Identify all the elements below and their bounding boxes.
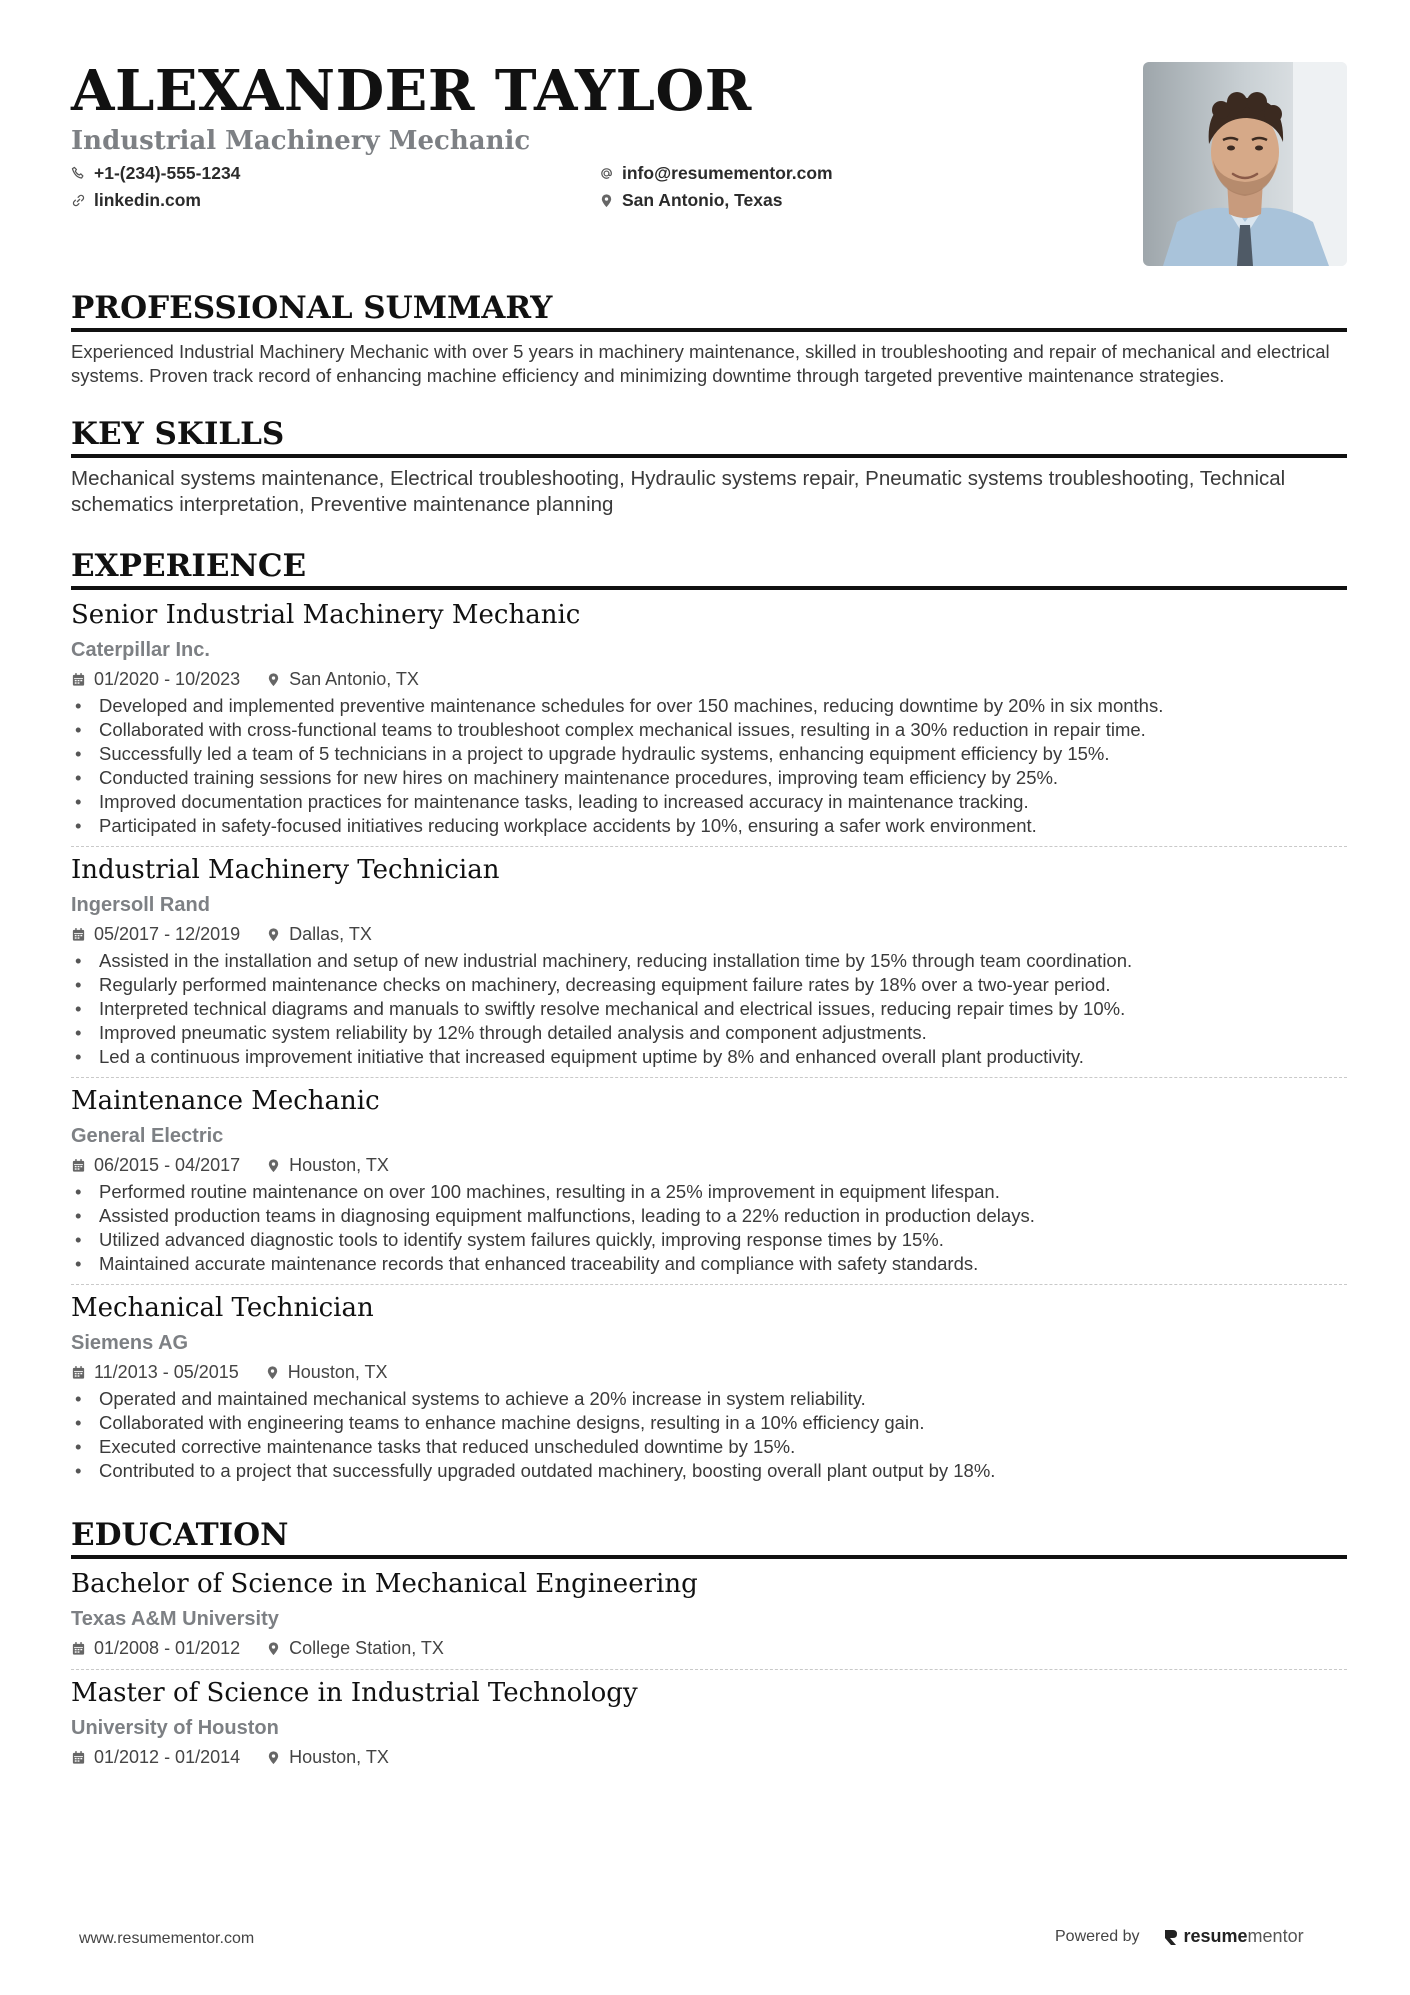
education-entry [71, 1670, 1347, 1778]
calendar-icon [71, 1641, 86, 1656]
contact-location [599, 189, 1019, 212]
logo-text-bold: resume [1183, 1926, 1248, 1946]
achievement-item: • Collaborated with engineering teams to enhance machine designs, resulting in a 10% efficiency gain. [71, 1411, 1347, 1435]
achievement-item: • Collaborated with cross-functional teams to troubleshoot complex mechanical issues, resulting in a 30% reduction in repair time. [71, 718, 1347, 742]
summary-heading: PROFESSIONAL SUMMARY [71, 288, 1347, 332]
job-title: Industrial Machinery Technician [71, 855, 500, 885]
entry-location [265, 1359, 388, 1385]
location-text: Houston, TX [289, 1747, 389, 1767]
experience-entry [71, 1285, 1347, 1491]
company-name: Caterpillar Inc. [71, 639, 210, 661]
link-icon [71, 193, 86, 208]
map-pin-icon [599, 193, 614, 208]
logo-icon [1164, 1928, 1178, 1946]
footer-branding [1055, 1926, 1304, 1947]
summary-section [71, 288, 1347, 388]
phone-text: +1-(234)-555-1234 [94, 163, 241, 183]
skills-section [71, 414, 1347, 518]
achievement-item: • Executed corrective maintenance tasks that reduced unscheduled downtime by 15%. [71, 1435, 1347, 1459]
entry-dates [71, 1635, 240, 1661]
entry-location [266, 666, 419, 692]
map-pin-icon [266, 1158, 281, 1173]
experience-heading: EXPERIENCE [71, 546, 1347, 590]
profile-photo [1143, 62, 1347, 266]
entry-meta [71, 1744, 1347, 1770]
map-pin-icon [266, 927, 281, 942]
entry-dates [71, 666, 240, 692]
achievement-item: • Regularly performed maintenance checks on machinery, decreasing equipment failure rates by 18% over a two-year period. [71, 973, 1347, 997]
education-list [71, 1561, 1347, 1778]
achievement-item: • Improved pneumatic system reliability by 12% through detailed analysis and component adjustments. [71, 1021, 1347, 1045]
experience-section [71, 546, 1347, 1491]
footer-website[interactable]: www.resumementor.com [79, 1930, 255, 1947]
achievement-item: • Conducted training sessions for new hires on machinery maintenance procedures, improving team efficiency by 25%. [71, 766, 1347, 790]
achievement-item: • Assisted in the installation and setup of new industrial machinery, reducing installation time by 15% through team coordination. [71, 949, 1347, 973]
calendar-icon [71, 1750, 86, 1765]
dates-text: 05/2017 - 12/2019 [94, 924, 241, 944]
email-text: info@resumementor.com [622, 163, 833, 183]
dates-text: 11/2013 - 05/2015 [94, 1362, 239, 1382]
entry-dates [71, 921, 240, 947]
achievement-list [71, 1180, 1347, 1276]
achievement-item: • Improved documentation practices for maintenance tasks, leading to increased accuracy in maintenance tracking. [71, 790, 1347, 814]
phone-icon [71, 166, 86, 181]
entry-location [266, 1152, 389, 1178]
dates-text: 01/2008 - 01/2012 [94, 1638, 241, 1658]
achievement-item: • Led a continuous improvement initiative that increased equipment uptime by 8% and enhanced overall plant productivity. [71, 1045, 1347, 1069]
experience-entry [71, 592, 1347, 847]
candidate-title: Industrial Machinery Mechanic [71, 126, 531, 156]
map-pin-icon [265, 1365, 280, 1380]
achievement-item: • Developed and implemented preventive maintenance schedules for over 150 machines, reducing downtime by 20% in six months. [71, 694, 1347, 718]
experience-entry [71, 1078, 1347, 1285]
calendar-icon [71, 1365, 86, 1380]
achievement-item: • Operated and maintained mechanical systems to achieve a 20% increase in system reliability. [71, 1387, 1347, 1411]
degree-title: Bachelor of Science in Mechanical Engineering [71, 1569, 698, 1599]
at-icon [599, 166, 614, 181]
company-name: General Electric [71, 1125, 224, 1147]
company-name: Siemens AG [71, 1332, 189, 1354]
dates-text: 06/2015 - 04/2017 [94, 1155, 241, 1175]
entry-location [266, 1635, 444, 1661]
education-section [71, 1515, 1347, 1778]
skills-text: Mechanical systems maintenance, Electrical troubleshooting, Hydraulic systems repair, Pneumatic systems troubleshooting, Technical schematics interpretation, Preventive maintenance planning [71, 467, 1286, 516]
job-title: Mechanical Technician [71, 1293, 374, 1323]
achievement-list [71, 1387, 1347, 1483]
company-name: Ingersoll Rand [71, 894, 210, 916]
experience-entry [71, 847, 1347, 1078]
education-heading: EDUCATION [71, 1515, 1347, 1559]
map-pin-icon [266, 1750, 281, 1765]
school-name: Texas A&M University [71, 1608, 279, 1630]
location-text: College Station, TX [289, 1638, 444, 1658]
achievement-item: • Assisted production teams in diagnosing equipment malfunctions, leading to a 22% reduction in production delays. [71, 1204, 1347, 1228]
location-text: Dallas, TX [289, 924, 372, 944]
entry-meta [71, 1152, 1347, 1178]
degree-title: Master of Science in Industrial Technology [71, 1678, 638, 1708]
achievement-item: • Contributed to a project that successfully upgraded outdated machinery, boosting overall plant output by 18%. [71, 1459, 1347, 1483]
linkedin-text: linkedin.com [94, 190, 201, 210]
job-title: Senior Industrial Machinery Mechanic [71, 600, 581, 630]
dates-text: 01/2020 - 10/2023 [94, 669, 241, 689]
calendar-icon [71, 1158, 86, 1173]
candidate-name: ALEXANDER TAYLOR [71, 58, 752, 124]
education-entry [71, 1561, 1347, 1670]
map-pin-icon [266, 672, 281, 687]
achievement-item: • Maintained accurate maintenance records that enhanced traceability and compliance with safety standards. [71, 1252, 1347, 1276]
job-title: Maintenance Mechanic [71, 1086, 380, 1116]
logo-text-light: mentor [1247, 1926, 1304, 1946]
skills-heading: KEY SKILLS [71, 414, 1347, 458]
entry-meta [71, 666, 1347, 692]
achievement-item: • Interpreted technical diagrams and manuals to swiftly resolve mechanical and electrical issues, reducing repair times by 10%. [71, 997, 1347, 1021]
contact-linkedin[interactable] [71, 189, 599, 212]
achievement-list [71, 949, 1347, 1069]
location-text: San Antonio, TX [289, 669, 419, 689]
entry-meta [71, 921, 1347, 947]
entry-meta [71, 1635, 1347, 1661]
school-name: University of Houston [71, 1717, 279, 1739]
achievement-item: • Participated in safety-focused initiatives reducing workplace accidents by 10%, ensuring a safer work environment. [71, 814, 1347, 838]
entry-location [266, 921, 372, 947]
location-text: San Antonio, Texas [622, 190, 783, 210]
experience-list [71, 592, 1347, 1491]
contact-phone [71, 162, 599, 185]
portrait-image [1143, 62, 1347, 266]
achievement-item: • Performed routine maintenance on over 100 machines, resulting in a 25% improvement in equipment lifespan. [71, 1180, 1347, 1204]
entry-dates [71, 1359, 239, 1385]
location-text: Houston, TX [289, 1155, 389, 1175]
powered-by-label: Powered by [1055, 1927, 1140, 1945]
location-text: Houston, TX [287, 1362, 388, 1382]
achievement-item: • Successfully led a team of 5 technicians in a project to upgrade hydraulic systems, enhancing equipment efficiency by 15%. [71, 742, 1347, 766]
dates-text: 01/2012 - 01/2014 [94, 1747, 241, 1767]
resumementor-logo[interactable] [1164, 1926, 1304, 1947]
calendar-icon [71, 672, 86, 687]
entry-meta [71, 1359, 1347, 1385]
entry-dates [71, 1152, 240, 1178]
entry-dates [71, 1744, 240, 1770]
resume-page [71, 58, 1347, 1778]
achievement-item: • Utilized advanced diagnostic tools to identify system failures quickly, improving response times by 15%. [71, 1228, 1347, 1252]
calendar-icon [71, 927, 86, 942]
resume-header [71, 58, 1347, 290]
entry-location [266, 1744, 389, 1770]
contact-email[interactable] [599, 162, 1019, 185]
achievement-list [71, 694, 1347, 838]
map-pin-icon [266, 1641, 281, 1656]
summary-text: Experienced Industrial Machinery Mechanic with over 5 years in machinery maintenance, skilled in troubleshooting and repair of mechanical and electrical systems. Proven track record of enhancing machine efficiency and minimizing downtime through targeted preventive maintenance strategies. [71, 341, 1330, 386]
